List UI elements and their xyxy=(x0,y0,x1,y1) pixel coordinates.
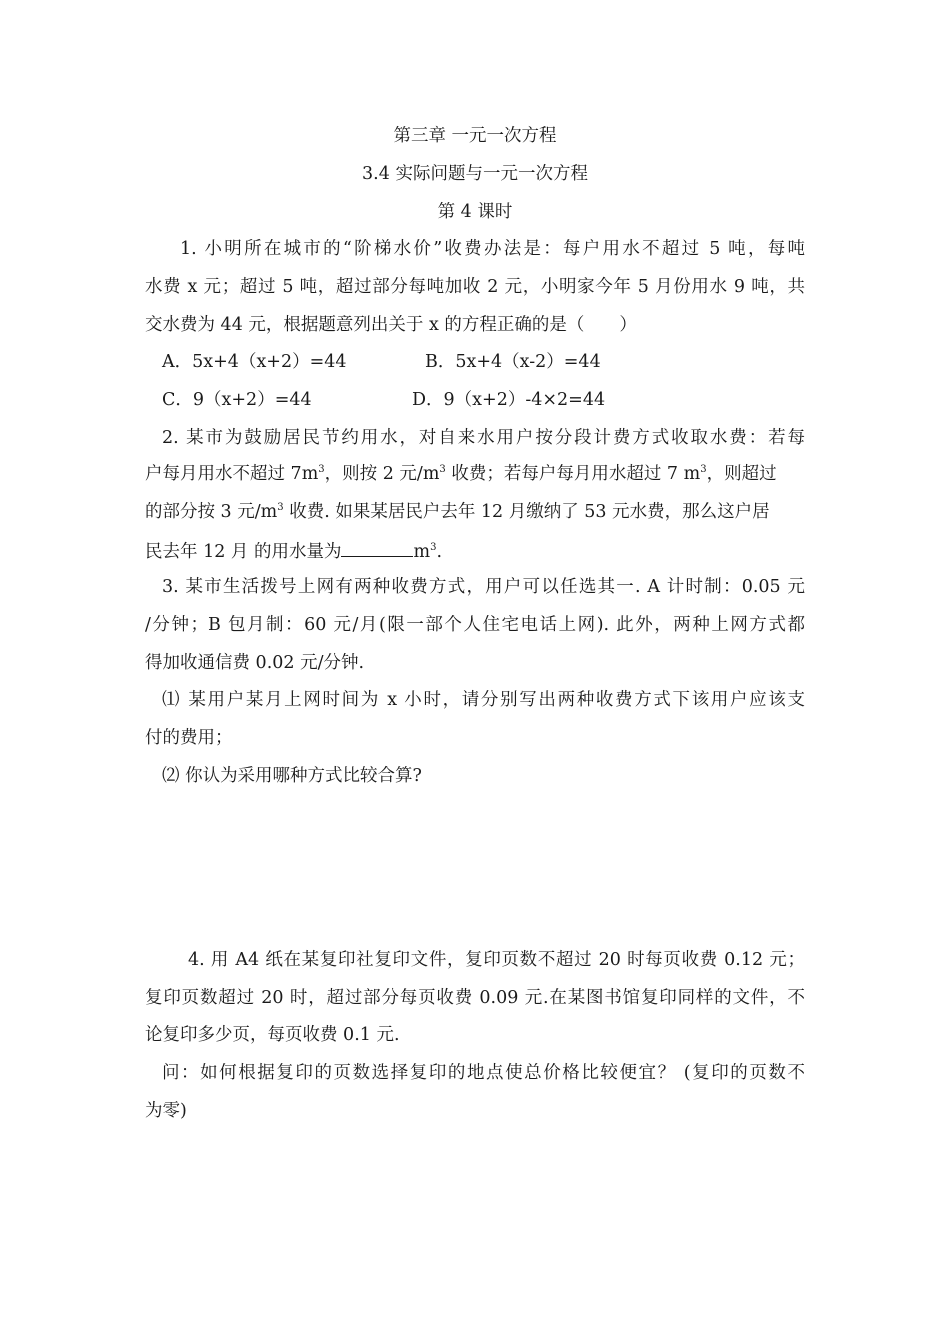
q4-ask-line-2: 为零) xyxy=(145,1101,187,1121)
q1-line-1: 1. 小明所在城市的“阶梯水价”收费办法是：每户用水不超过 5 吨，每吨 xyxy=(180,239,805,259)
q4-line-3: 论复印多少页，每页收费 0.1 元. xyxy=(145,1025,400,1045)
q4-line-2: 复印页数超过 20 时，超过部分每页收费 0.09 元.在某图书馆复印同样的文件，不 xyxy=(145,988,805,1008)
q3-line-1: 3. 某市生活拨号上网有两种收费方式，用户可以任选其一. A 计时制：0.05 元 xyxy=(162,577,805,597)
q1-option-b: B．5x+4（x-2）=44 xyxy=(425,352,601,372)
chapter-title: 第三章 一元一次方程 xyxy=(393,126,557,146)
q2-line-4: 民去年 12 月 的用水量为 $m^3$. xyxy=(145,538,442,564)
q1-option-a: A．5x+4（x+2）=44 xyxy=(162,352,347,372)
q4-ask-line-1: 问：如何根据复印的页数选择复印的地点使总价格比较便宜？ (复印的页数不 xyxy=(162,1063,805,1083)
q2-line-2: 户每月用水不超过 $7m^3$，则按 2 元$/m^3$ 收费；若每户每月用水超过 7 $m^3$，则超过 xyxy=(145,464,777,484)
q1-option-d: D．9（x+2）-4×2=44 xyxy=(412,390,606,410)
q2-line-3: 的部分按 3 元$/m^3$ 收费. 如果某居民户去年 12 月缴纳了 53 元水费，那么这户居 xyxy=(145,502,770,522)
lesson-title: 第 4 课时 xyxy=(437,202,513,222)
section-title: 3.4 实际问题与一元一次方程 xyxy=(362,164,588,184)
q3-sub1-line-1: ⑴ 某用户某月上网时间为 x 小时，请分别写出两种收费方式下该用户应该支 xyxy=(162,690,805,710)
q4-line-1: 4. 用 A4 纸在某复印社复印文件，复印页数不超过 20 时每页收费 0.12 元； xyxy=(188,950,805,970)
q1-line-2: 水费 x 元；超过 5 吨，超过部分每吨加收 2 元，小明家今年 5 月份用水 9 吨，共 xyxy=(145,277,805,297)
q3-line-2: /分钟；B 包月制：60 元/月(限一部个人住宅电话上网). 此外，两种上网方式都 xyxy=(145,615,805,635)
answer-blank[interactable] xyxy=(341,538,413,557)
q3-sub2: ⑵ 你认为采用哪种方式比较合算? xyxy=(162,766,422,786)
q2-line-1: 2. 某市为鼓励居民节约用水，对自来水用户按分段计费方式收取水费：若每 xyxy=(162,428,805,448)
q3-sub1-line-2: 付的费用； xyxy=(145,728,233,748)
q3-line-3: 得加收通信费 0.02 元/分钟. xyxy=(145,653,365,673)
q1-line-3: 交水费为 44 元，根据题意列出关于 x 的方程正确的是（ ） xyxy=(145,315,637,335)
q1-option-c: C．9（x+2）=44 xyxy=(162,390,312,410)
